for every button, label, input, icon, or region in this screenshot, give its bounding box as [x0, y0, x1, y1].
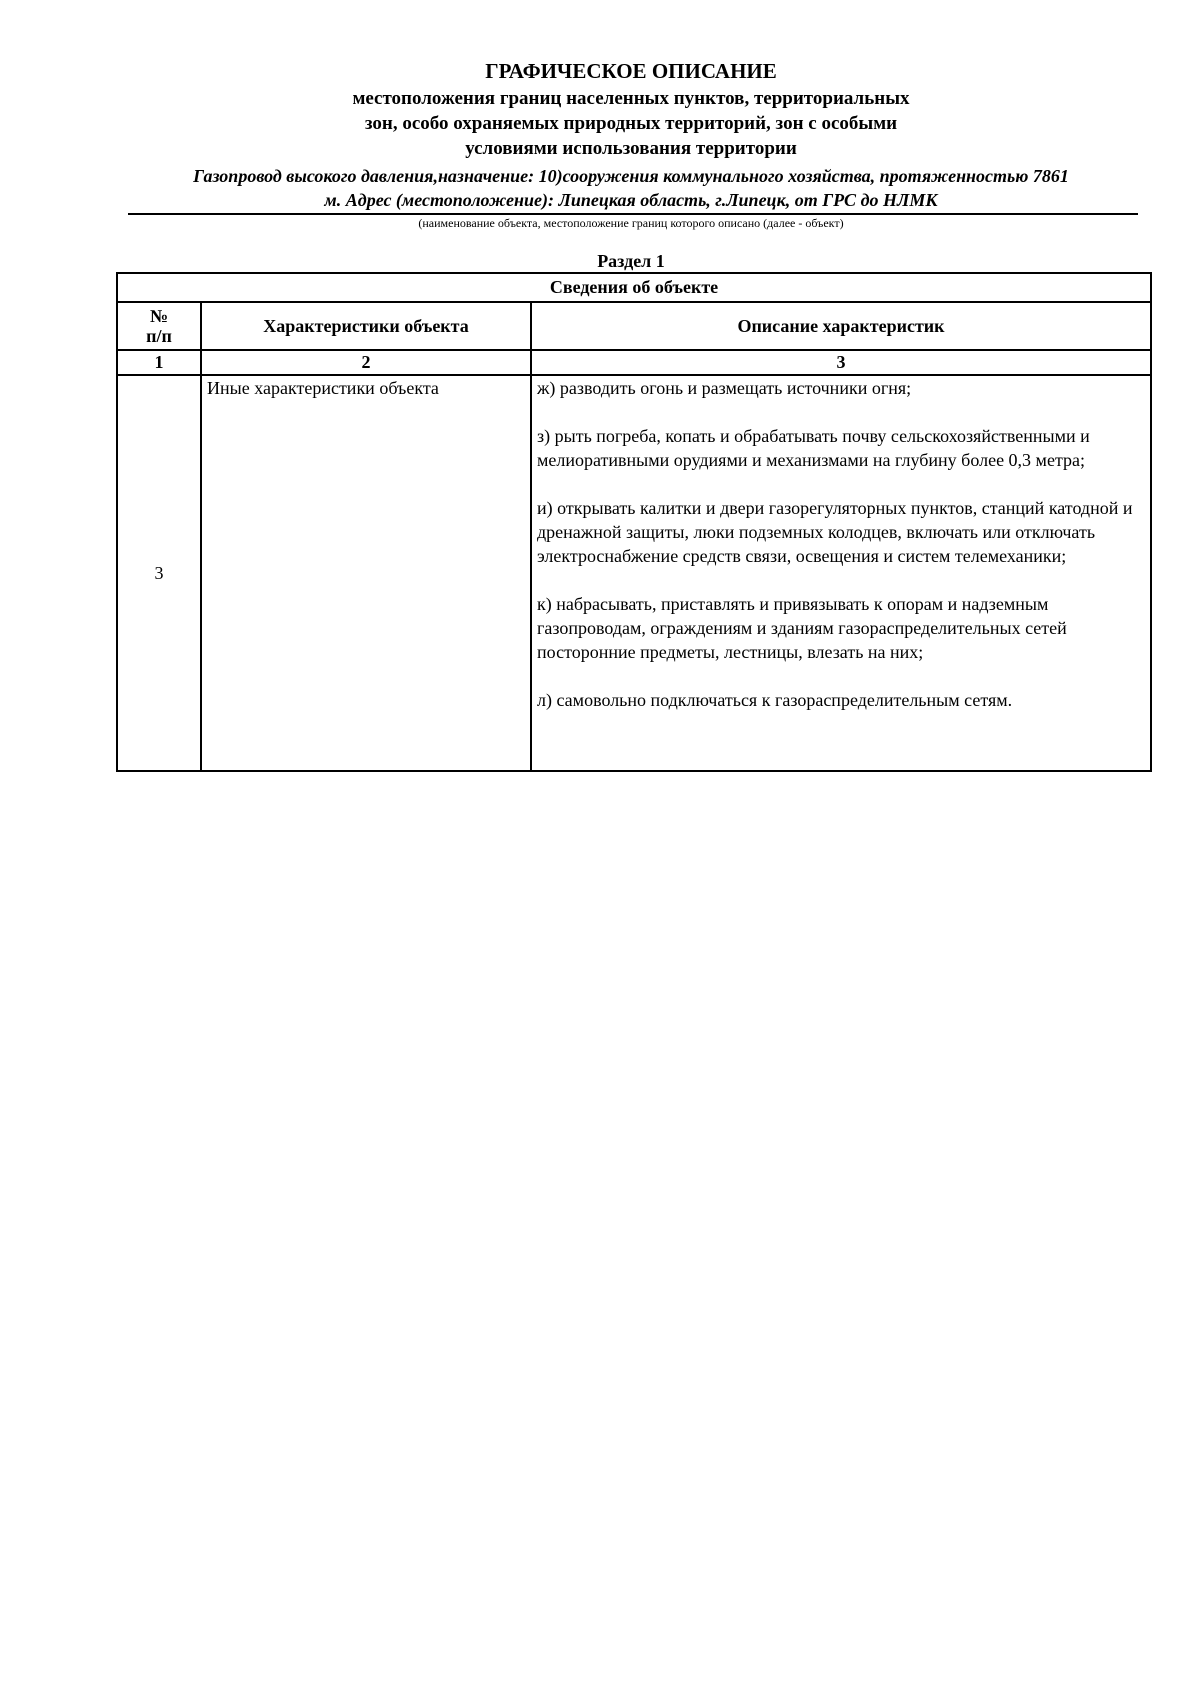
description-paragraph-l: л) самовольно подключаться к газораспределительным сетям. — [537, 690, 1013, 710]
column-index-row — [117, 350, 1151, 375]
subtitle-line-3: условиями использования территории — [465, 138, 797, 159]
object-info-table — [116, 272, 1152, 772]
table-row — [117, 375, 1151, 771]
row-number: 3 — [117, 375, 201, 771]
column-index-3: 3 — [531, 350, 1151, 375]
description-paragraph-i: и) открывать калитки и двери газорегуляторных пунктов, станций катодной и дренажной защиты, люки подземных колодцев, включать или отключать электроснабжение средств связи, освещения и систем телемеханики; — [537, 498, 1133, 566]
column-header-description: Описание характеристик — [531, 302, 1151, 350]
description-paragraph-zh: ж) разводить огонь и размещать источники огня; — [537, 378, 912, 398]
column-header-number — [117, 302, 201, 350]
section-heading: Раздел 1 — [597, 251, 665, 271]
subtitle-line-2: зон, особо охраняемых природных территорий, зон с особыми — [364, 113, 898, 134]
column-header-number-abbr: п/п — [146, 326, 172, 346]
table-caption-row — [117, 273, 1151, 302]
object-name-line-1: Газопровод высокого давления,назначение: 10)сооружения коммунального хозяйства, протяженностью 7861 — [193, 166, 1069, 186]
object-caption: (наименование объекта, местоположение границ которого описано (далее - объект) — [418, 216, 844, 230]
table-header-row — [117, 302, 1151, 350]
document-title: ГРАФИЧЕСКОЕ ОПИСАНИЕ — [485, 59, 777, 83]
column-header-number-symbol: № — [149, 306, 169, 326]
object-underline — [128, 213, 1138, 215]
column-header-characteristics: Характеристики объекта — [201, 302, 531, 350]
description-paragraph-k: к) набрасывать, приставлять и привязывать к опорам и надземным газопроводам, ограждениям и зданиям газораспределительных сетей посторонние предметы, лестницы, влезать на них; — [537, 594, 1067, 662]
description-paragraph-z: з) рыть погреба, копать и обрабатывать почву сельскохозяйственными и мелиоративными орудиями и механизмами на глубину более 0,3 метра; — [537, 426, 1090, 470]
table-caption: Сведения об объекте — [117, 273, 1151, 302]
row-characteristic: Иные характеристики объекта — [201, 375, 531, 771]
row-description — [531, 375, 1151, 771]
subtitle-line-1: местоположения границ населенных пунктов, территориальных — [352, 88, 910, 109]
column-index-2: 2 — [201, 350, 531, 375]
object-name-line-2: м. Адрес (местоположение): Липецкая область, г.Липецк, от ГРС до НЛМК — [324, 190, 938, 210]
column-index-1: 1 — [117, 350, 201, 375]
